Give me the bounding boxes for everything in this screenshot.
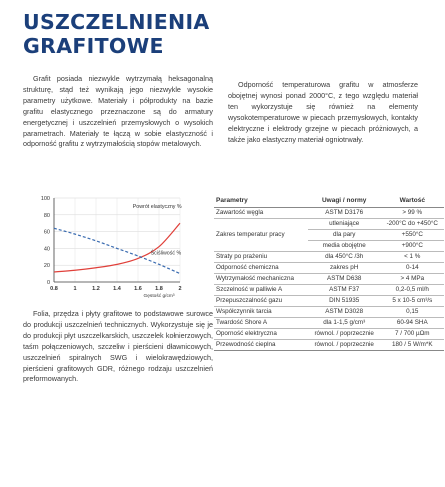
row-note: zakres pH (308, 263, 381, 274)
x-tick-label: 1 (73, 286, 77, 292)
row-parameter: Oporność elektryczna (214, 329, 308, 340)
products-paragraph: Folia, przędza i płyty grafitowe to podstawowe surowce do produkcji uszczelnień technicznych. Wykorzystuje się je do produkcji płyt uszczelkarskich, uszczelek kołnierzowych, taśm połączeniowych, szczeliw i pierścieni dławnicowych, uszczelnień spiralnych SWG i wielokrawędziowych, pierścieni grafitowych GDR, różnego rodzaju uszczelnień preformowanych. (23, 309, 213, 384)
row-note: utleniające (308, 219, 381, 230)
table-row (214, 318, 444, 329)
row-parameter: Współczynnik tarcia (214, 307, 308, 318)
x-tick-label: 1.2 (92, 286, 100, 292)
row-value: 0,2-0,5 ml/h (381, 285, 444, 296)
row-value: 180 / 5 W/m*K (381, 340, 444, 351)
table-row (214, 252, 444, 263)
row-note: dla 450°C /3h (308, 252, 381, 263)
row-note: dla pary (308, 230, 381, 241)
y-tick-label: 40 (43, 246, 50, 253)
row-note: równol. / poprzecznie (308, 329, 381, 340)
table-row (214, 274, 444, 285)
row-value: +550°C (381, 230, 444, 241)
table-row (214, 329, 444, 340)
x-tick-label: 1.4 (113, 286, 121, 292)
row-value: 7 / 700 µΩm (381, 329, 444, 340)
row-value: -200°C do +450°C (381, 219, 444, 230)
row-parameter: Odporność chemiczna (214, 263, 308, 274)
y-tick-label: 0 (46, 280, 50, 286)
table-row (214, 340, 444, 351)
row-value: +900°C (381, 241, 444, 252)
x-tick-label: 1.6 (134, 286, 142, 292)
table-header-row (214, 194, 444, 208)
row-note: ASTM D3028 (308, 307, 381, 318)
page-title (23, 10, 210, 58)
header-notes: Uwagi / normy (308, 194, 381, 208)
chart-labels (41, 196, 182, 299)
row-parameter: Zakres temperatur pracy (214, 219, 308, 252)
row-value: 0,15 (381, 307, 444, 318)
row-note: ASTM F37 (308, 285, 381, 296)
table-row (214, 263, 444, 274)
y-tick-label: 60 (43, 229, 50, 236)
temperature-paragraph: Odporność temperaturowa grafitu w atmosferze obojętnej wynosi ponad 2000°C, z tego względu materiał ten wykorzystuje się również na elementy wysokotemperaturowe w piecach przemysłowych, kontakty elektryczne i elektrody grzejne w piecach próżniowych, a także jako elastyczny materiał ogniotrwały. (228, 80, 418, 144)
series-label-compressibility: Ściśliwość % (150, 250, 182, 257)
x-axis-label: Gęstość g/cm³ (143, 294, 175, 299)
row-value: < 1 % (381, 252, 444, 263)
row-note: równol. / poprzecznie (308, 340, 381, 351)
row-parameter: Wytrzymałość mechaniczna (214, 274, 308, 285)
parameters-table (214, 194, 444, 351)
table-row (214, 208, 444, 219)
row-note: media obojętne (308, 241, 381, 252)
y-tick-label: 20 (43, 263, 50, 270)
row-value: 5 x 10-5 cm³/s (381, 296, 444, 307)
header-value: Wartość (381, 194, 444, 208)
row-value: 60-94 SHA (381, 318, 444, 329)
table-body (214, 208, 444, 351)
row-note: DIN 51935 (308, 296, 381, 307)
series-label-elastic-recovery: Powrót elastyczny % (132, 204, 182, 211)
row-parameter: Szczelność w palliwie A (214, 285, 308, 296)
title-line-1: USZCZELNIENIA (23, 10, 210, 34)
x-tick-label: 1.8 (155, 286, 163, 292)
y-tick-label: 80 (43, 212, 50, 219)
row-note: ASTM D638 (308, 274, 381, 285)
title-line-2: GRAFITOWE (23, 34, 164, 58)
row-parameter: Twardość Shore A (214, 318, 308, 329)
row-note: dla 1-1,5 g/cm³ (308, 318, 381, 329)
row-parameter: Przewodność cieplna (214, 340, 308, 351)
table-row (214, 296, 444, 307)
row-value: > 99 % (381, 208, 444, 219)
chart-grid (54, 198, 180, 282)
row-parameter: Przepuszczalność gazu (214, 296, 308, 307)
row-parameter: Straty po prażeniu (214, 252, 308, 263)
table-row (214, 219, 444, 230)
row-note: ASTM D3176 (308, 208, 381, 219)
y-tick-label: 100 (40, 196, 50, 202)
intro-paragraph: Grafit posiada niezwykle wytrzymałą heksagonalną strukturę, stąd też wynikają jego niezwykle wysokie parametry użytkowe. Materiały i półprodukty na bazie grafitu elastycznego przeznaczone są do armatury energetycznej i uszczelnień przemysłowych o wysokich parametrach. Materiały te łączą w sobie elastyczność i odporność grafitu z wytrzymałością stopów metalowych. (23, 74, 213, 149)
table-row (214, 285, 444, 296)
x-tick-label: 2 (178, 286, 182, 292)
table-row (214, 307, 444, 318)
row-value: > 4 MPa (381, 274, 444, 285)
row-value: 0-14 (381, 263, 444, 274)
x-tick-label: 0.8 (50, 286, 58, 292)
density-chart (30, 190, 215, 302)
header-parameter: Parametry (214, 194, 308, 208)
row-parameter: Zawartość węgla (214, 208, 308, 219)
